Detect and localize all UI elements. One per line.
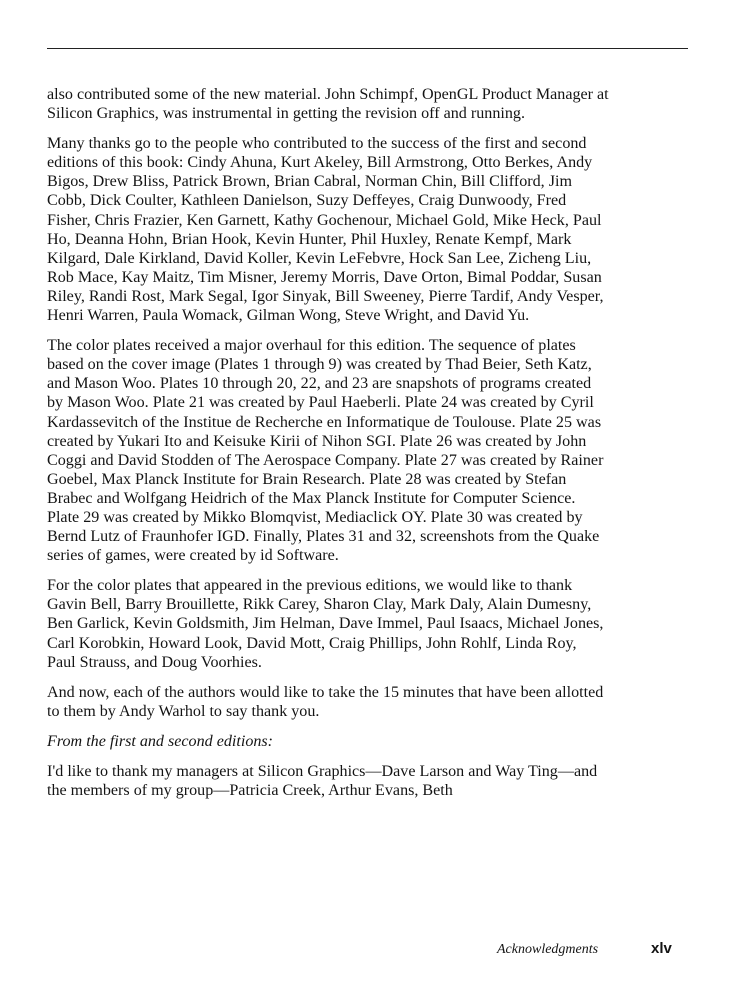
subheading-first-second-editions: From the first and second editions: — [47, 732, 274, 750]
paragraph-color-plates: The color plates received a major overhaul for this edition. The sequence of plates based on the cover image (Plates 1 through 9) was created by Thad Beier, Seth Katz, and Mason Woo. Plates 10 through 20, 22, and 23 are snapshots of programs created by Mason Woo. Plate 21 was created by Paul Haeberli. Plate 24 was created by Cyril Kardassevitch of the Institue de Recherche en Informatique de Toulouse. Plate 25 was created by Yukari Ito and Keisuke Kirii of Nihon SGI. Plate 26 was created by John Coggi and David Stodden of The Aerospace Company. Plate 27 was created by Rainer Goebel, Max Planck Institute for Brain Research. Plate 28 was created by Stefan Brabec and Wolfgang Heidrich of the Max Planck Institute for Computer Science. Plate 29 was created by Mikko Blomqvist, Mediaclick OY. Plate 30 was created by Bernd Lutz of Fraunhofer IGD. Finally, Plates 31 and 32, screenshots from the Quake series of games, were created by id Software. — [47, 337, 604, 565]
paragraph-previous-plates: For the color plates that appeared in the previous editions, we would like to thank Gavin Bell, Barry Brouillette, Rikk Carey, Sharon Clay, Mark Daly, Alain Dumesny, Ben Garlick, Kevin Goldsmith, Jim Helman, Dave Immel, Paul Isaacs, Michael Jones, Carl Korobkin, Howard Look, David Mott, Craig Phillips, John Rohlf, Linda Roy, Paul Strauss, and Doug Voorhies. — [47, 577, 604, 671]
paragraph-warhol: And now, each of the authors would like to take the 15 minutes that have been allotted to them by Andy Warhol to say thank you. — [47, 683, 604, 720]
page-body — [47, 85, 609, 811]
paragraph-managers: I'd like to thank my managers at Silicon Graphics—Dave Larson and Way Ting—and the members of my group—Patricia Creek, Arthur Evans, Beth — [47, 763, 598, 800]
page-number: xlv — [651, 940, 672, 957]
header-rule — [47, 48, 688, 49]
paragraph-contributors: Many thanks go to the people who contributed to the success of the first and second editions of this book: Cindy Ahuna, Kurt Akeley, Bill Armstrong, Otto Berkes, Andy Bigos, Drew Bliss, Patrick Brown, Brian Cabral, Norman Chin, Bill Clifford, Jim Cobb, Dick Coulter, Kathleen Danielson, Suzy Deffeyes, Craig Dunwoody, Fred Fisher, Chris Frazier, Ken Garnett, Kathy Gochenour, Michael Gold, Mike Heck, Paul Ho, Deanna Hohn, Brian Hook, Kevin Hunter, Phil Huxley, Renate Kempf, Mark Kilgard, Dale Kirkland, David Koller, Kevin LeFebvre, Hock San Lee, Zicheng Liu, Rob Mace, Kay Maitz, Tim Misner, Jeremy Morris, Dave Orton, Bimal Poddar, Susan Riley, Randi Rost, Mark Segal, Igor Sinyak, Bill Sweeney, Pierre Tardif, Andy Vesper, Henri Warren, Paula Womack, Gilman Wong, Steve Wright, and David Yu. — [47, 135, 604, 325]
running-footer-title: Acknowledgments — [497, 942, 599, 957]
paragraph-new-material: also contributed some of the new material. John Schimpf, OpenGL Product Manager at Silicon Graphics, was instrumental in getting the revision off and running. — [47, 86, 609, 123]
